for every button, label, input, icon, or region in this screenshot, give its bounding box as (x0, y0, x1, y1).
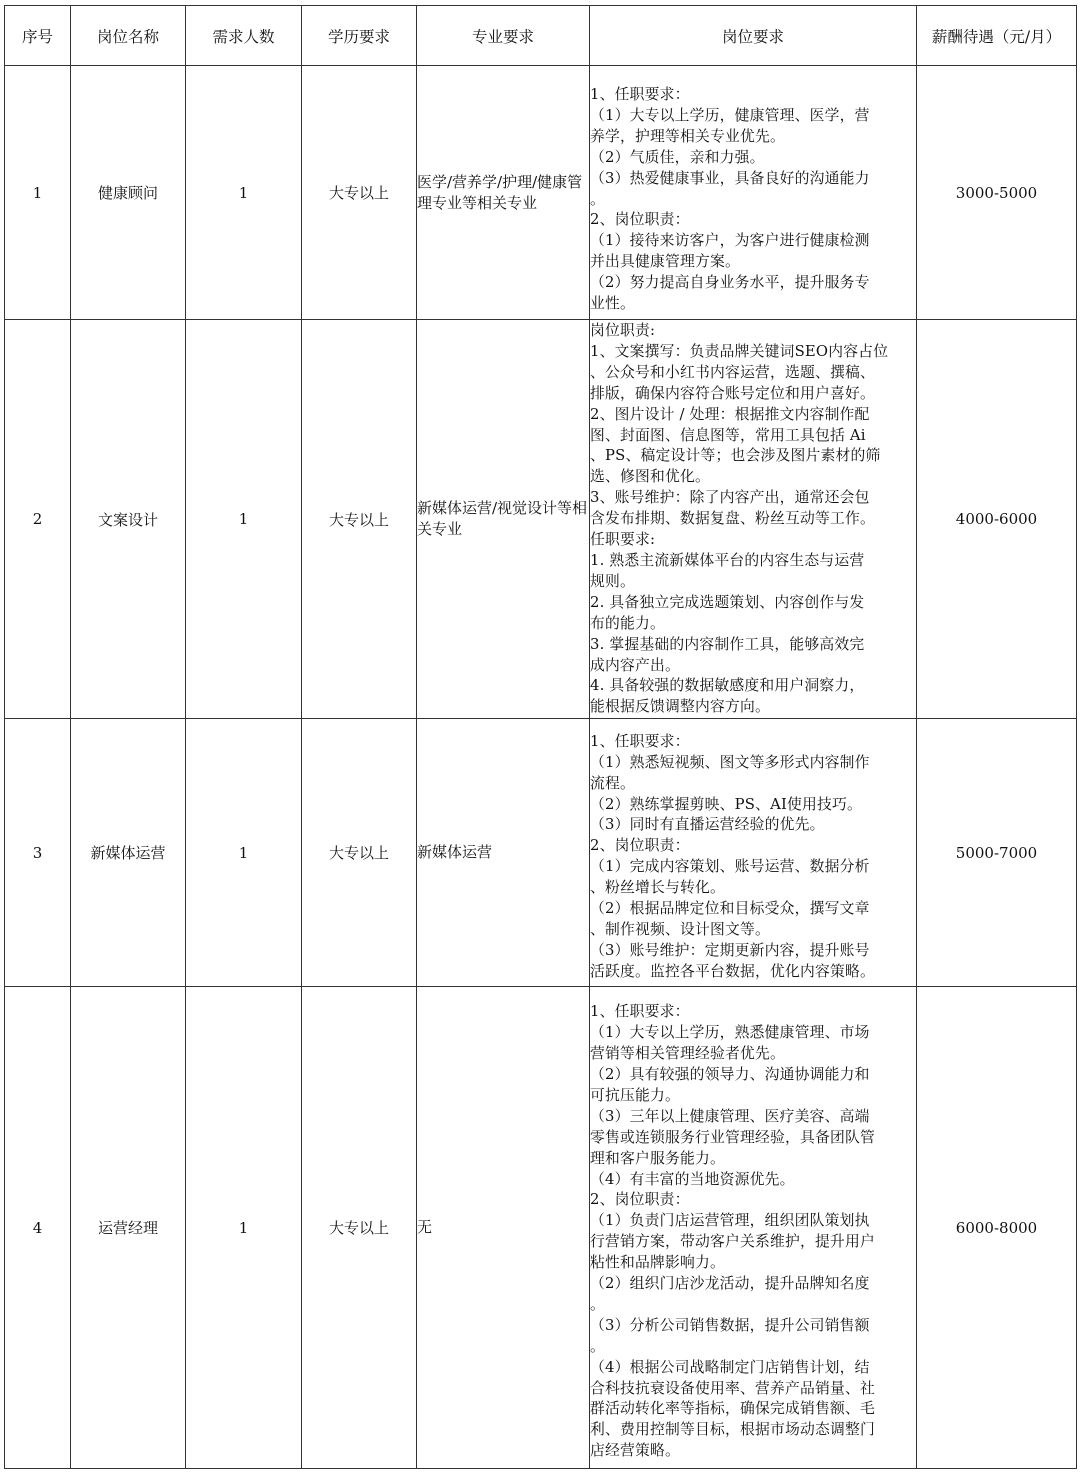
requirement-line: 含发布排期、数据复盘、粉丝互动等工作。 (590, 510, 875, 528)
header-major: 专业要求 (417, 6, 590, 66)
cell-position: 健康顾问 (71, 66, 186, 320)
header-education: 学历要求 (302, 6, 417, 66)
requirement-line: （2）组织门店沙龙活动，提升品牌知名度 (590, 1275, 870, 1293)
requirement-line: （1）接待来访客户，为客户进行健康检测 (590, 232, 870, 250)
table-row (5, 987, 1077, 1469)
header-count: 需求人数 (186, 6, 302, 66)
requirement-line: 1、任职要求： (590, 86, 690, 104)
requirement-line: （2）熟练掌握剪映、PS、AI使用技巧。 (590, 795, 862, 813)
requirement-line: 1、文案撰写：负责品牌关键词SEO内容占位 (590, 342, 889, 360)
requirement-line: 养学，护理等相关专业优先。 (590, 127, 785, 145)
cell-major: 医学/营养学/护理/健康管理专业等相关专业 (417, 66, 590, 320)
requirement-line: 群活动转化率等指标，确保完成销售额、毛 (590, 1400, 875, 1418)
header-row (5, 6, 1077, 66)
requirement-line: 2、岗位职责： (590, 837, 690, 855)
requirement-line: 任职要求: (590, 531, 656, 549)
header-position: 岗位名称 (71, 6, 186, 66)
table-row (5, 66, 1077, 320)
header-requirements: 岗位要求 (590, 6, 917, 66)
requirement-line: 活跃度。监控各平台数据，优化内容策略。 (590, 962, 875, 980)
cell-education: 大专以上 (302, 320, 417, 719)
job-table (4, 5, 1077, 1469)
requirement-line: （1）完成内容策划、账号运营、数据分析 (590, 858, 870, 876)
cell-education: 大专以上 (302, 987, 417, 1469)
requirement-line: （3）三年以上健康管理、医疗美容、高端 (590, 1107, 870, 1125)
cell-count: 1 (186, 719, 302, 987)
requirement-line: 选、修图和优化。 (590, 468, 710, 486)
cell-no: 1 (5, 66, 71, 320)
requirement-line: （4）有丰富的当地资源优先。 (590, 1170, 795, 1188)
requirement-line: 店经营策略。 (590, 1442, 680, 1460)
requirement-line: 、粉丝增长与转化。 (590, 879, 725, 897)
cell-salary: 5000-7000 (917, 719, 1077, 987)
requirement-line: （4）根据公司战略制定门店销售计划，结 (590, 1358, 870, 1376)
cell-no: 4 (5, 987, 71, 1469)
requirement-line: 规则。 (590, 572, 635, 590)
requirement-line: （2）努力提高自身业务水平，提升服务专 (590, 274, 870, 292)
requirement-line: 4. 具备较强的数据敏感度和用户洞察力， (590, 677, 865, 695)
cell-requirements (590, 66, 917, 320)
requirement-line: 。 (590, 1337, 605, 1355)
requirement-line: （3）账号维护：定期更新内容，提升账号 (590, 941, 870, 959)
cell-education: 大专以上 (302, 719, 417, 987)
cell-requirements (590, 987, 917, 1469)
requirement-line: 成内容产出。 (590, 656, 680, 674)
requirement-line: 2、岗位职责： (590, 211, 690, 229)
requirements-list (590, 320, 916, 718)
requirement-line: （2）具有较强的领导力、沟通协调能力和 (590, 1065, 870, 1083)
cell-no: 2 (5, 320, 71, 719)
cell-count: 1 (186, 66, 302, 320)
cell-requirements (590, 320, 917, 719)
requirement-line: 理和客户服务能力。 (590, 1149, 725, 1167)
requirement-line: （1）大专以上学历，健康管理、医学，营 (590, 106, 870, 124)
requirement-line: 可抗压能力。 (590, 1086, 680, 1104)
requirement-line: （3）分析公司销售数据，提升公司销售额 (590, 1316, 870, 1334)
header-salary: 薪酬待遇（元/月） (917, 6, 1077, 66)
requirement-line: 并出具健康管理方案。 (590, 253, 740, 271)
requirement-line: 、公众号和小红书内容运营，选题、撰稿、 (590, 363, 875, 381)
requirement-line: 1、任职要求： (590, 1003, 690, 1021)
requirement-line: 利、费用控制等目标，根据市场动态调整门 (590, 1421, 875, 1439)
requirement-line: 、PS、稿定设计等；也会涉及图片素材的筛 (590, 447, 881, 465)
requirement-line: （1）熟悉短视频、图文等多形式内容制作 (590, 753, 870, 771)
cell-major: 新媒体运营 (417, 719, 590, 987)
requirement-line: 岗位职责: (590, 322, 656, 339)
requirement-line: 粘性和品牌影响力。 (590, 1254, 725, 1272)
requirement-line: （1）负责门店运营管理，组织团队策划执 (590, 1212, 870, 1230)
cell-count: 1 (186, 987, 302, 1469)
table-row (5, 320, 1077, 719)
requirements-list (590, 723, 916, 983)
requirement-line: 。 (590, 190, 605, 208)
requirement-line: （2）根据品牌定位和目标受众，撰写文章 (590, 900, 870, 918)
requirement-line: 2、岗位职责： (590, 1191, 690, 1209)
cell-no: 3 (5, 719, 71, 987)
requirement-line: 1、任职要求： (590, 732, 690, 750)
cell-salary: 3000-5000 (917, 66, 1077, 320)
cell-major: 无 (417, 987, 590, 1469)
requirements-list (590, 993, 916, 1462)
requirement-line: 2、图片设计 / 处理：根据推文内容制作配 (590, 405, 870, 423)
requirement-line: 营销等相关管理经验者优先。 (590, 1045, 785, 1063)
cell-count: 1 (186, 320, 302, 719)
requirement-line: 3、账号维护：除了内容产出，通常还会包 (590, 489, 870, 507)
cell-position: 新媒体运营 (71, 719, 186, 987)
cell-position: 运营经理 (71, 987, 186, 1469)
cell-salary: 6000-8000 (917, 987, 1077, 1469)
requirement-line: 。 (590, 1295, 605, 1313)
requirement-line: 排版，确保内容符合账号定位和用户喜好。 (590, 384, 875, 402)
requirements-list (590, 70, 916, 315)
requirement-line: 能根据反馈调整内容方向。 (590, 698, 770, 716)
requirement-line: 零售或连锁服务行业管理经验，具备团队管 (590, 1128, 875, 1146)
requirement-line: 行营销方案，带动客户关系维护，提升用户 (590, 1233, 875, 1251)
requirement-line: 3. 掌握基础的内容制作工具，能够高效完 (590, 635, 865, 653)
requirement-line: （2）气质佳，亲和力强。 (590, 148, 765, 166)
requirement-line: 图、封面图、信息图等，常用工具包括 Ai (590, 426, 866, 444)
requirement-line: 1. 熟悉主流新媒体平台的内容生态与运营 (590, 551, 865, 569)
requirement-line: （3）同时有直播运营经验的优先。 (590, 816, 825, 834)
requirement-line: 、制作视频、设计图文等。 (590, 920, 770, 938)
header-no: 序号 (5, 6, 71, 66)
requirement-line: 业性。 (590, 295, 635, 313)
cell-education: 大专以上 (302, 66, 417, 320)
cell-major: 新媒体运营/视觉设计等相关专业 (417, 320, 590, 719)
table-row (5, 719, 1077, 987)
cell-salary: 4000-6000 (917, 320, 1077, 719)
requirement-line: 布的能力。 (590, 614, 665, 632)
cell-position: 文案设计 (71, 320, 186, 719)
requirement-line: 2. 具备独立完成选题策划、内容创作与发 (590, 593, 865, 611)
requirement-line: 合科技抗衰设备使用率、营养产品销量、社 (590, 1379, 875, 1397)
requirement-line: 流程。 (590, 774, 635, 792)
requirement-line: （1）大专以上学历，熟悉健康管理、市场 (590, 1024, 870, 1042)
cell-requirements (590, 719, 917, 987)
requirement-line: （3）热爱健康事业，具备良好的沟通能力 (590, 169, 870, 187)
